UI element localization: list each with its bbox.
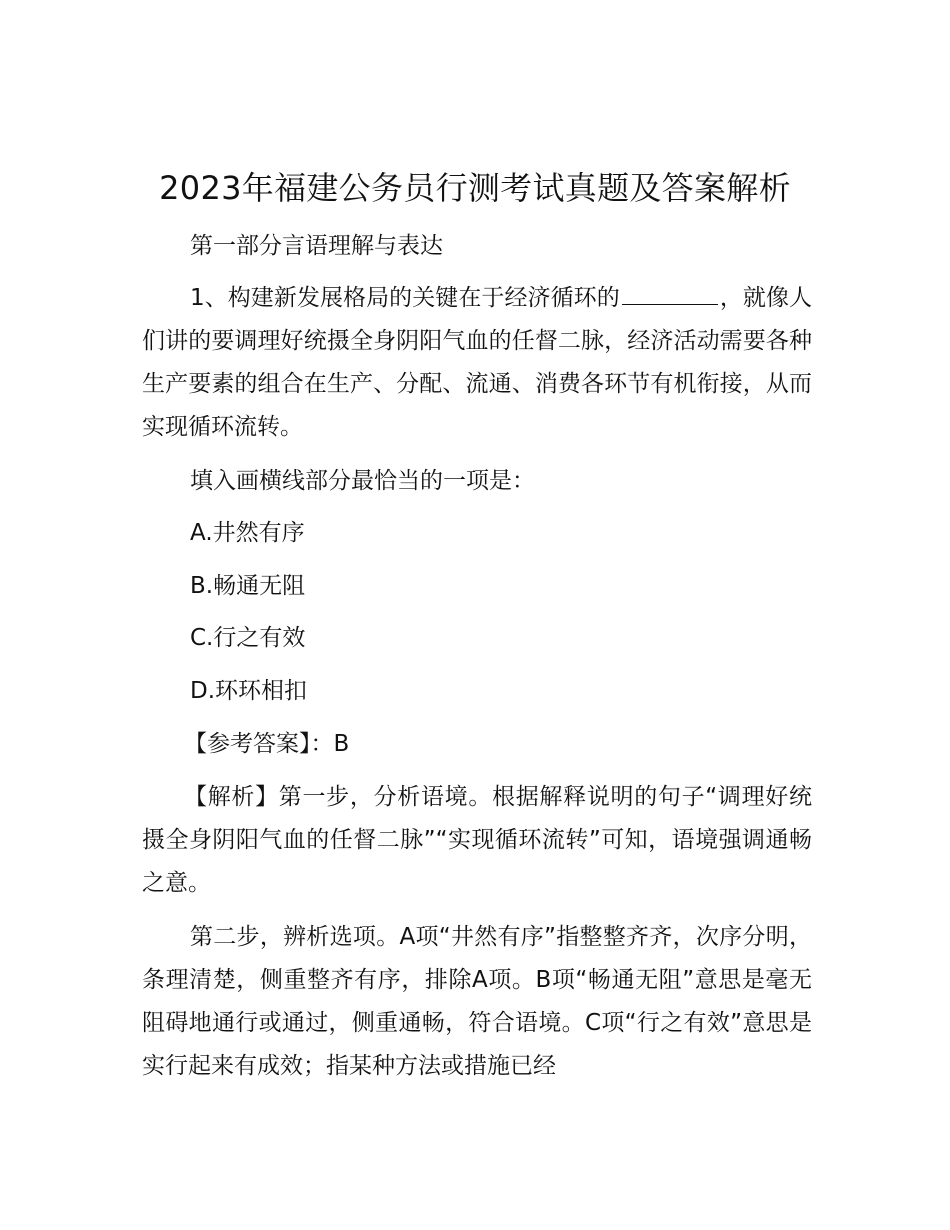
option-d: D.环环相扣 bbox=[190, 678, 308, 704]
option-a: A.井然有序 bbox=[190, 520, 305, 546]
fill-in-blank-line bbox=[622, 278, 718, 305]
question-prompt: 填入画横线部分最恰当的一项是： bbox=[190, 468, 535, 494]
reference-answer: 【参考答案】：B bbox=[184, 731, 350, 757]
question-text-before-blank: 1、构建新发展格局的关键在于经济循环的 bbox=[190, 285, 620, 311]
document-title: 2023年福建公务员行测考试真题及答案解析 bbox=[159, 169, 791, 207]
option-b: B.畅通无阻 bbox=[190, 573, 306, 599]
section-heading: 第一部分言语理解与表达 bbox=[190, 233, 443, 259]
question-stem bbox=[142, 277, 812, 449]
option-c: C.行之有效 bbox=[190, 625, 306, 651]
question-text-after-blank: ，就像人们讲的要调理好统摄全身阴阳气血的任督二脉，经济活动需要各种生产要素的组合在生产、分配、流通、消费各环节有机衔接，从而实现循环流转。 bbox=[142, 285, 813, 440]
analysis-paragraph: 第二步，辨析选项。A项“井然有序”指整整齐齐，次序分明，条理清楚，侧重整齐有序，排除A项。B项“畅通无阻”意思是毫无阻碍地通行或通过，侧重通畅，符合语境。C项“行之有效”意思是实行起来有成效；指某种方法或措施已经 bbox=[142, 924, 812, 1079]
analysis-paragraph: 【解析】第一步，分析语境。根据解释说明的句子“调理好统摄全身阴阳气血的任督二脉”“实现循环流转”可知，语境强调通畅之意。 bbox=[142, 784, 812, 896]
